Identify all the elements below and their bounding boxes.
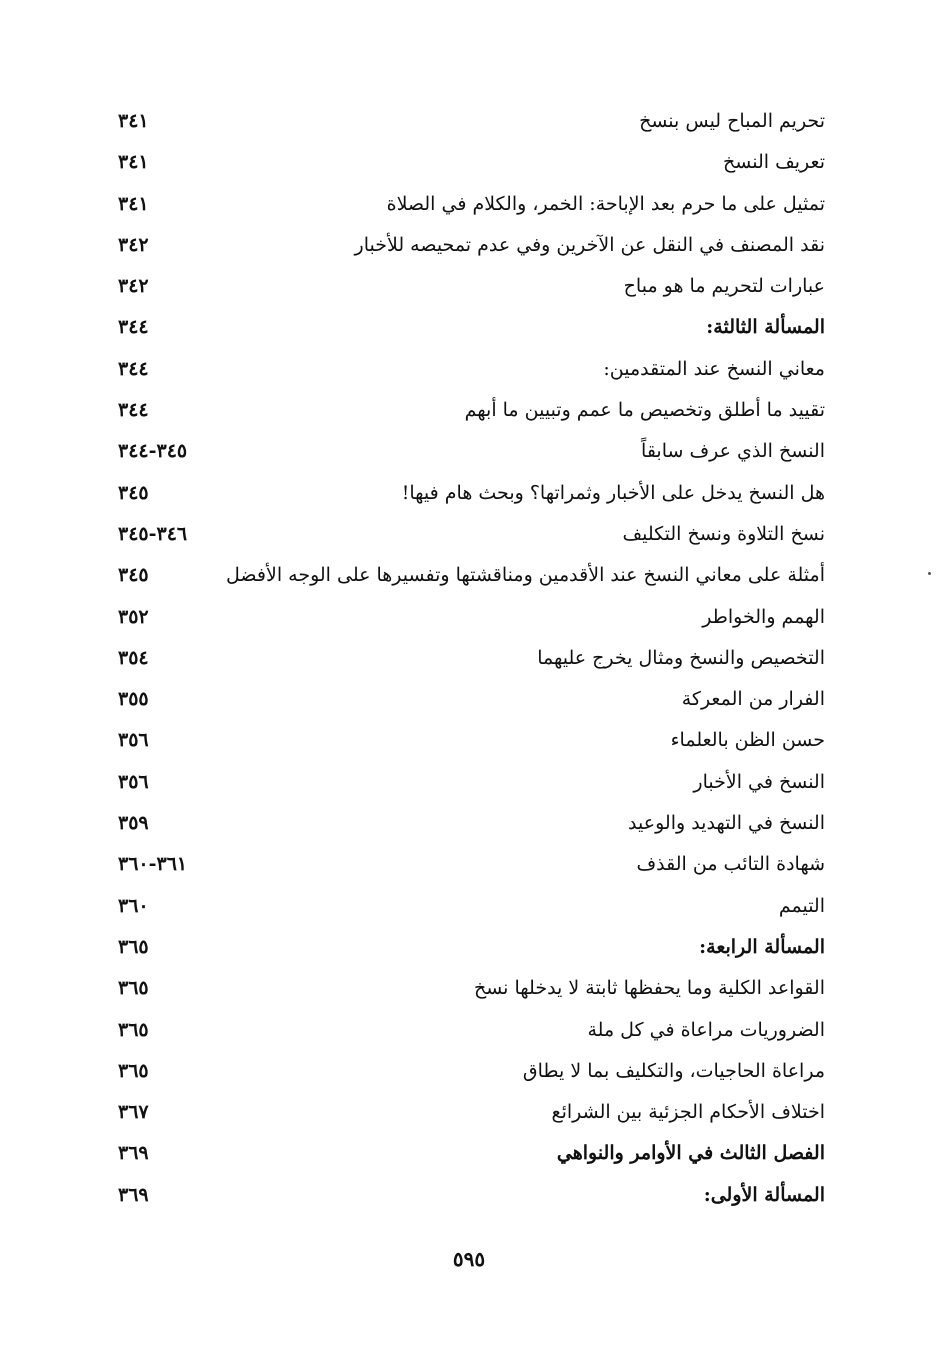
toc-entry bbox=[100, 1092, 825, 1133]
entry-pages: ٣٤٢ bbox=[118, 233, 149, 256]
toc-chapter-heading bbox=[100, 1133, 825, 1174]
entry-title: هل النسخ يدخل على الأخبار وثمراتها؟ وبحث هام فيها! bbox=[401, 481, 825, 504]
entry-title: الفرار من المعركة bbox=[681, 688, 825, 711]
entry-pages: ٣٤٢ bbox=[118, 275, 149, 298]
toc-section-heading bbox=[100, 307, 825, 348]
entry-title: الهمم والخواطر bbox=[702, 605, 825, 628]
entry-title: نقد المصنف في النقل عن الآخرين وفي عدم تمحيصه للأخبار bbox=[354, 233, 825, 256]
toc-entry bbox=[100, 597, 825, 638]
entry-title: التخصيص والنسخ ومثال يخرج عليهما bbox=[537, 646, 825, 669]
entry-pages: ٣٦١-٣٦٠ bbox=[118, 853, 188, 876]
entry-pages: ٣٤١ bbox=[118, 151, 149, 174]
entry-title: معاني النسخ عند المتقدمين: bbox=[603, 357, 825, 380]
entry-pages: ٣٥٦ bbox=[118, 770, 149, 793]
entry-title: النسخ في التهديد والوعيد bbox=[628, 812, 825, 835]
entry-pages: ٣٥٥ bbox=[118, 688, 149, 711]
entry-pages: ٣٦٥ bbox=[118, 977, 149, 1000]
toc-entry bbox=[100, 431, 825, 472]
section-heading-title: المسألة الثالثة: bbox=[706, 316, 825, 339]
toc-entry bbox=[100, 101, 825, 142]
entry-pages: ٣٥٤ bbox=[118, 646, 149, 669]
entry-title: عبارات لتحريم ما هو مباح bbox=[623, 275, 825, 298]
entry-pages: ٣٦٩ bbox=[118, 1183, 149, 1206]
section-heading-title: المسألة الأولى: bbox=[703, 1183, 825, 1206]
toc-entry bbox=[100, 225, 825, 266]
toc-entry bbox=[100, 803, 825, 844]
toc-entry bbox=[100, 1051, 825, 1092]
entry-pages: ٣٤٤ bbox=[118, 357, 149, 380]
toc-entry bbox=[100, 390, 825, 431]
entry-pages: ٣٦٠ bbox=[118, 894, 149, 917]
chapter-heading-title: الفصل الثالث في الأوامر والنواهي bbox=[556, 1142, 825, 1165]
section-heading-title: المسألة الرابعة: bbox=[699, 935, 825, 958]
entry-pages: ٣٤٥-٣٤٤ bbox=[118, 440, 188, 463]
entry-title: التيمم bbox=[778, 894, 825, 917]
entry-title: حسن الظن بالعلماء bbox=[670, 729, 825, 752]
entry-pages: ٣٤١ bbox=[118, 192, 149, 215]
toc-entry bbox=[100, 638, 825, 679]
toc-entry bbox=[100, 142, 825, 183]
entry-title: اختلاف الأحكام الجزئية بين الشرائع bbox=[551, 1101, 825, 1124]
entry-title: تمثيل على ما حرم بعد الإباحة: الخمر، والكلام في الصلاة bbox=[386, 192, 825, 215]
toc-entry bbox=[100, 514, 825, 555]
toc-entry bbox=[100, 1010, 825, 1051]
entry-title: مراعاة الحاجيات، والتكليف بما لا يطاق bbox=[522, 1059, 825, 1082]
page-number: ٥٩٥ bbox=[452, 1247, 486, 1271]
entry-pages: ٣٤١ bbox=[118, 110, 149, 132]
entry-pages: ٣٦٩ bbox=[118, 1142, 149, 1165]
scan-speck bbox=[928, 572, 931, 575]
entry-pages: ٣٤٤ bbox=[118, 399, 149, 422]
toc-entry bbox=[100, 679, 825, 720]
entry-title: تقييد ما أطلق وتخصيص ما عمم وتبيين ما أبهم bbox=[464, 399, 825, 422]
entry-title: تعريف النسخ bbox=[723, 151, 825, 174]
entry-title: أمثلة على معاني النسخ عند الأقدمين ومناقشتها وتفسيرها على الوجه الأفضل bbox=[226, 564, 825, 587]
entry-title: النسخ في الأخبار bbox=[693, 770, 825, 793]
entry-title: شهادة التائب من القذف bbox=[636, 853, 825, 876]
toc-entry bbox=[100, 473, 825, 514]
entry-pages: ٣٤٥ bbox=[118, 481, 149, 504]
toc-entry bbox=[100, 184, 825, 225]
entry-title: القواعد الكلية وما يحفظها ثابتة لا يدخلها نسخ bbox=[473, 977, 825, 1000]
toc-entry bbox=[100, 762, 825, 803]
toc-section-heading bbox=[100, 927, 825, 968]
toc-entry bbox=[100, 968, 825, 1009]
entry-title: الضروريات مراعاة في كل ملة bbox=[587, 1018, 825, 1041]
toc-entry bbox=[100, 886, 825, 927]
table-of-contents bbox=[100, 101, 825, 1216]
entry-pages: ٣٥٦ bbox=[118, 729, 149, 752]
toc-entry bbox=[100, 720, 825, 761]
entry-title: النسخ الذي عرف سابقاً bbox=[641, 440, 825, 463]
entry-pages: ٣٦٥ bbox=[118, 935, 149, 958]
entry-pages: ٣٤٥ bbox=[118, 564, 149, 587]
entry-title: تحريم المباح ليس بنسخ bbox=[639, 110, 825, 132]
toc-entry bbox=[100, 349, 825, 390]
toc-entry bbox=[100, 844, 825, 885]
entry-pages: ٣٦٥ bbox=[118, 1059, 149, 1082]
entry-pages: ٣٦٥ bbox=[118, 1018, 149, 1041]
toc-entry bbox=[100, 266, 825, 307]
entry-title: نسخ التلاوة ونسخ التكليف bbox=[622, 522, 825, 545]
entry-pages: ٣٥٢ bbox=[118, 605, 149, 628]
entry-pages: ٣٦٧ bbox=[118, 1101, 149, 1124]
toc-entry bbox=[100, 555, 825, 596]
entry-pages: ٣٤٤ bbox=[118, 316, 149, 339]
toc-section-heading bbox=[100, 1175, 825, 1216]
entry-pages: ٣٥٩ bbox=[118, 812, 149, 835]
entry-pages: ٣٤٦-٣٤٥ bbox=[118, 522, 188, 545]
